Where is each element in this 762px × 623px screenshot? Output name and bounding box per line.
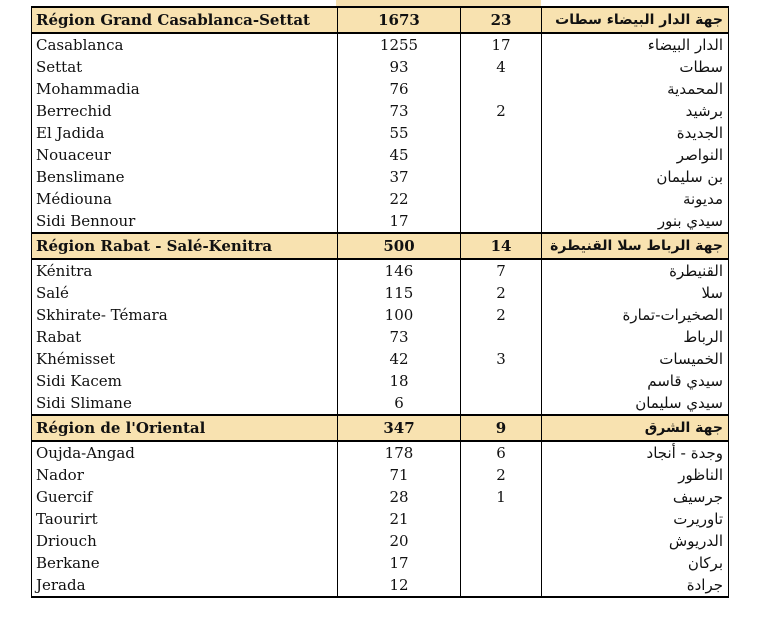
city-cases: 37 [338, 166, 461, 188]
city-name: Nouaceur [32, 144, 338, 166]
city-deaths: 6 [461, 441, 542, 464]
city-name-arabic: الدار البيضاء [542, 33, 729, 56]
region-name: Région Grand Casablanca-Settat [32, 7, 338, 33]
city-row [32, 486, 729, 508]
city-row [32, 56, 729, 78]
city-name-arabic: الناظور [542, 464, 729, 486]
city-name: Settat [32, 56, 338, 78]
city-name: Jerada [32, 574, 338, 597]
city-row [32, 370, 729, 392]
city-deaths: 4 [461, 56, 542, 78]
city-name-arabic: تاوريرت [542, 508, 729, 530]
city-name: Sidi Kacem [32, 370, 338, 392]
city-deaths [461, 210, 542, 233]
city-row [32, 282, 729, 304]
city-cases: 17 [338, 210, 461, 233]
city-name: Guercif [32, 486, 338, 508]
region-cases: 347 [338, 415, 461, 441]
city-cases: 1255 [338, 33, 461, 56]
city-deaths: 3 [461, 348, 542, 370]
city-cases: 20 [338, 530, 461, 552]
city-deaths: 2 [461, 464, 542, 486]
city-name: Berkane [32, 552, 338, 574]
city-name-arabic: سطات [542, 56, 729, 78]
city-row [32, 574, 729, 597]
city-name-arabic: مديونة [542, 188, 729, 210]
city-cases: 146 [338, 259, 461, 282]
city-deaths [461, 552, 542, 574]
region-deaths: 9 [461, 415, 542, 441]
city-cases: 17 [338, 552, 461, 574]
city-deaths: 2 [461, 282, 542, 304]
city-row [32, 348, 729, 370]
city-name-arabic: برشيد [542, 100, 729, 122]
city-deaths: 2 [461, 100, 542, 122]
city-row [32, 464, 729, 486]
city-deaths [461, 188, 542, 210]
city-cases: 42 [338, 348, 461, 370]
region-name-arabic: جهة الرباط سلا القنيطرة [542, 233, 729, 259]
city-name: El Jadida [32, 122, 338, 144]
city-deaths: 2 [461, 304, 542, 326]
city-deaths [461, 326, 542, 348]
city-name-arabic: جرسيف [542, 486, 729, 508]
city-name-arabic: سيدي بنور [542, 210, 729, 233]
city-name-arabic: سيدي سليمان [542, 392, 729, 415]
city-name-arabic: النواصر [542, 144, 729, 166]
region-row [32, 7, 729, 33]
region-cases: 1673 [338, 7, 461, 33]
city-name-arabic: جرادة [542, 574, 729, 597]
city-name-arabic: الصخيرات-تمارة [542, 304, 729, 326]
city-cases: 21 [338, 508, 461, 530]
city-name: Nador [32, 464, 338, 486]
city-cases: 93 [338, 56, 461, 78]
city-deaths [461, 78, 542, 100]
city-cases: 76 [338, 78, 461, 100]
city-row [32, 188, 729, 210]
city-row [32, 392, 729, 415]
city-name-arabic: سيدي قاسم [542, 370, 729, 392]
city-cases: 22 [338, 188, 461, 210]
city-row [32, 552, 729, 574]
city-row [32, 100, 729, 122]
city-cases: 18 [338, 370, 461, 392]
city-name: Kénitra [32, 259, 338, 282]
city-deaths: 17 [461, 33, 542, 56]
city-row [32, 78, 729, 100]
city-name: Benslimane [32, 166, 338, 188]
city-cases: 28 [338, 486, 461, 508]
city-cases: 12 [338, 574, 461, 597]
city-name: Taourirt [32, 508, 338, 530]
city-name-arabic: الدريوش [542, 530, 729, 552]
city-row [32, 144, 729, 166]
city-name: Berrechid [32, 100, 338, 122]
city-deaths [461, 574, 542, 597]
region-row [32, 233, 729, 259]
city-name-arabic: المحمدية [542, 78, 729, 100]
city-deaths [461, 166, 542, 188]
city-name: Driouch [32, 530, 338, 552]
city-name-arabic: بركان [542, 552, 729, 574]
city-row [32, 210, 729, 233]
regional-cases-table [31, 6, 729, 598]
region-name: Région de l'Oriental [32, 415, 338, 441]
city-row [32, 326, 729, 348]
region-deaths: 23 [461, 7, 542, 33]
city-cases: 73 [338, 100, 461, 122]
city-row [32, 259, 729, 282]
city-cases: 71 [338, 464, 461, 486]
city-deaths [461, 508, 542, 530]
region-row [32, 415, 729, 441]
city-name: Sidi Bennour [32, 210, 338, 233]
city-name: Sidi Slimane [32, 392, 338, 415]
city-name-arabic: القنيطرة [542, 259, 729, 282]
city-row [32, 508, 729, 530]
city-row [32, 122, 729, 144]
city-name-arabic: الخميسات [542, 348, 729, 370]
city-cases: 45 [338, 144, 461, 166]
city-row [32, 166, 729, 188]
city-deaths: 1 [461, 486, 542, 508]
city-name-arabic: وجدة - أنجاد [542, 441, 729, 464]
city-deaths [461, 530, 542, 552]
city-cases: 178 [338, 441, 461, 464]
city-row [32, 33, 729, 56]
city-name: Rabat [32, 326, 338, 348]
city-name: Skhirate- Témara [32, 304, 338, 326]
region-deaths: 14 [461, 233, 542, 259]
city-deaths: 7 [461, 259, 542, 282]
region-cases: 500 [338, 233, 461, 259]
city-cases: 115 [338, 282, 461, 304]
region-name-arabic: جهة الدار البيضاء سطات [542, 7, 729, 33]
region-name: Région Rabat - Salé-Kenitra [32, 233, 338, 259]
city-cases: 55 [338, 122, 461, 144]
city-name: Médiouna [32, 188, 338, 210]
city-row [32, 304, 729, 326]
city-name-arabic: سلا [542, 282, 729, 304]
city-name: Salé [32, 282, 338, 304]
city-cases: 6 [338, 392, 461, 415]
city-cases: 73 [338, 326, 461, 348]
city-name: Mohammadia [32, 78, 338, 100]
city-name: Oujda-Angad [32, 441, 338, 464]
regional-cases-table-body [32, 7, 729, 597]
city-name-arabic: الجديدة [542, 122, 729, 144]
city-deaths [461, 392, 542, 415]
city-name-arabic: بن سليمان [542, 166, 729, 188]
city-name: Khémisset [32, 348, 338, 370]
city-name-arabic: الرباط [542, 326, 729, 348]
city-row [32, 441, 729, 464]
city-row [32, 530, 729, 552]
region-name-arabic: جهة الشرق [542, 415, 729, 441]
city-name: Casablanca [32, 33, 338, 56]
city-cases: 100 [338, 304, 461, 326]
city-deaths [461, 370, 542, 392]
city-deaths [461, 144, 542, 166]
city-deaths [461, 122, 542, 144]
